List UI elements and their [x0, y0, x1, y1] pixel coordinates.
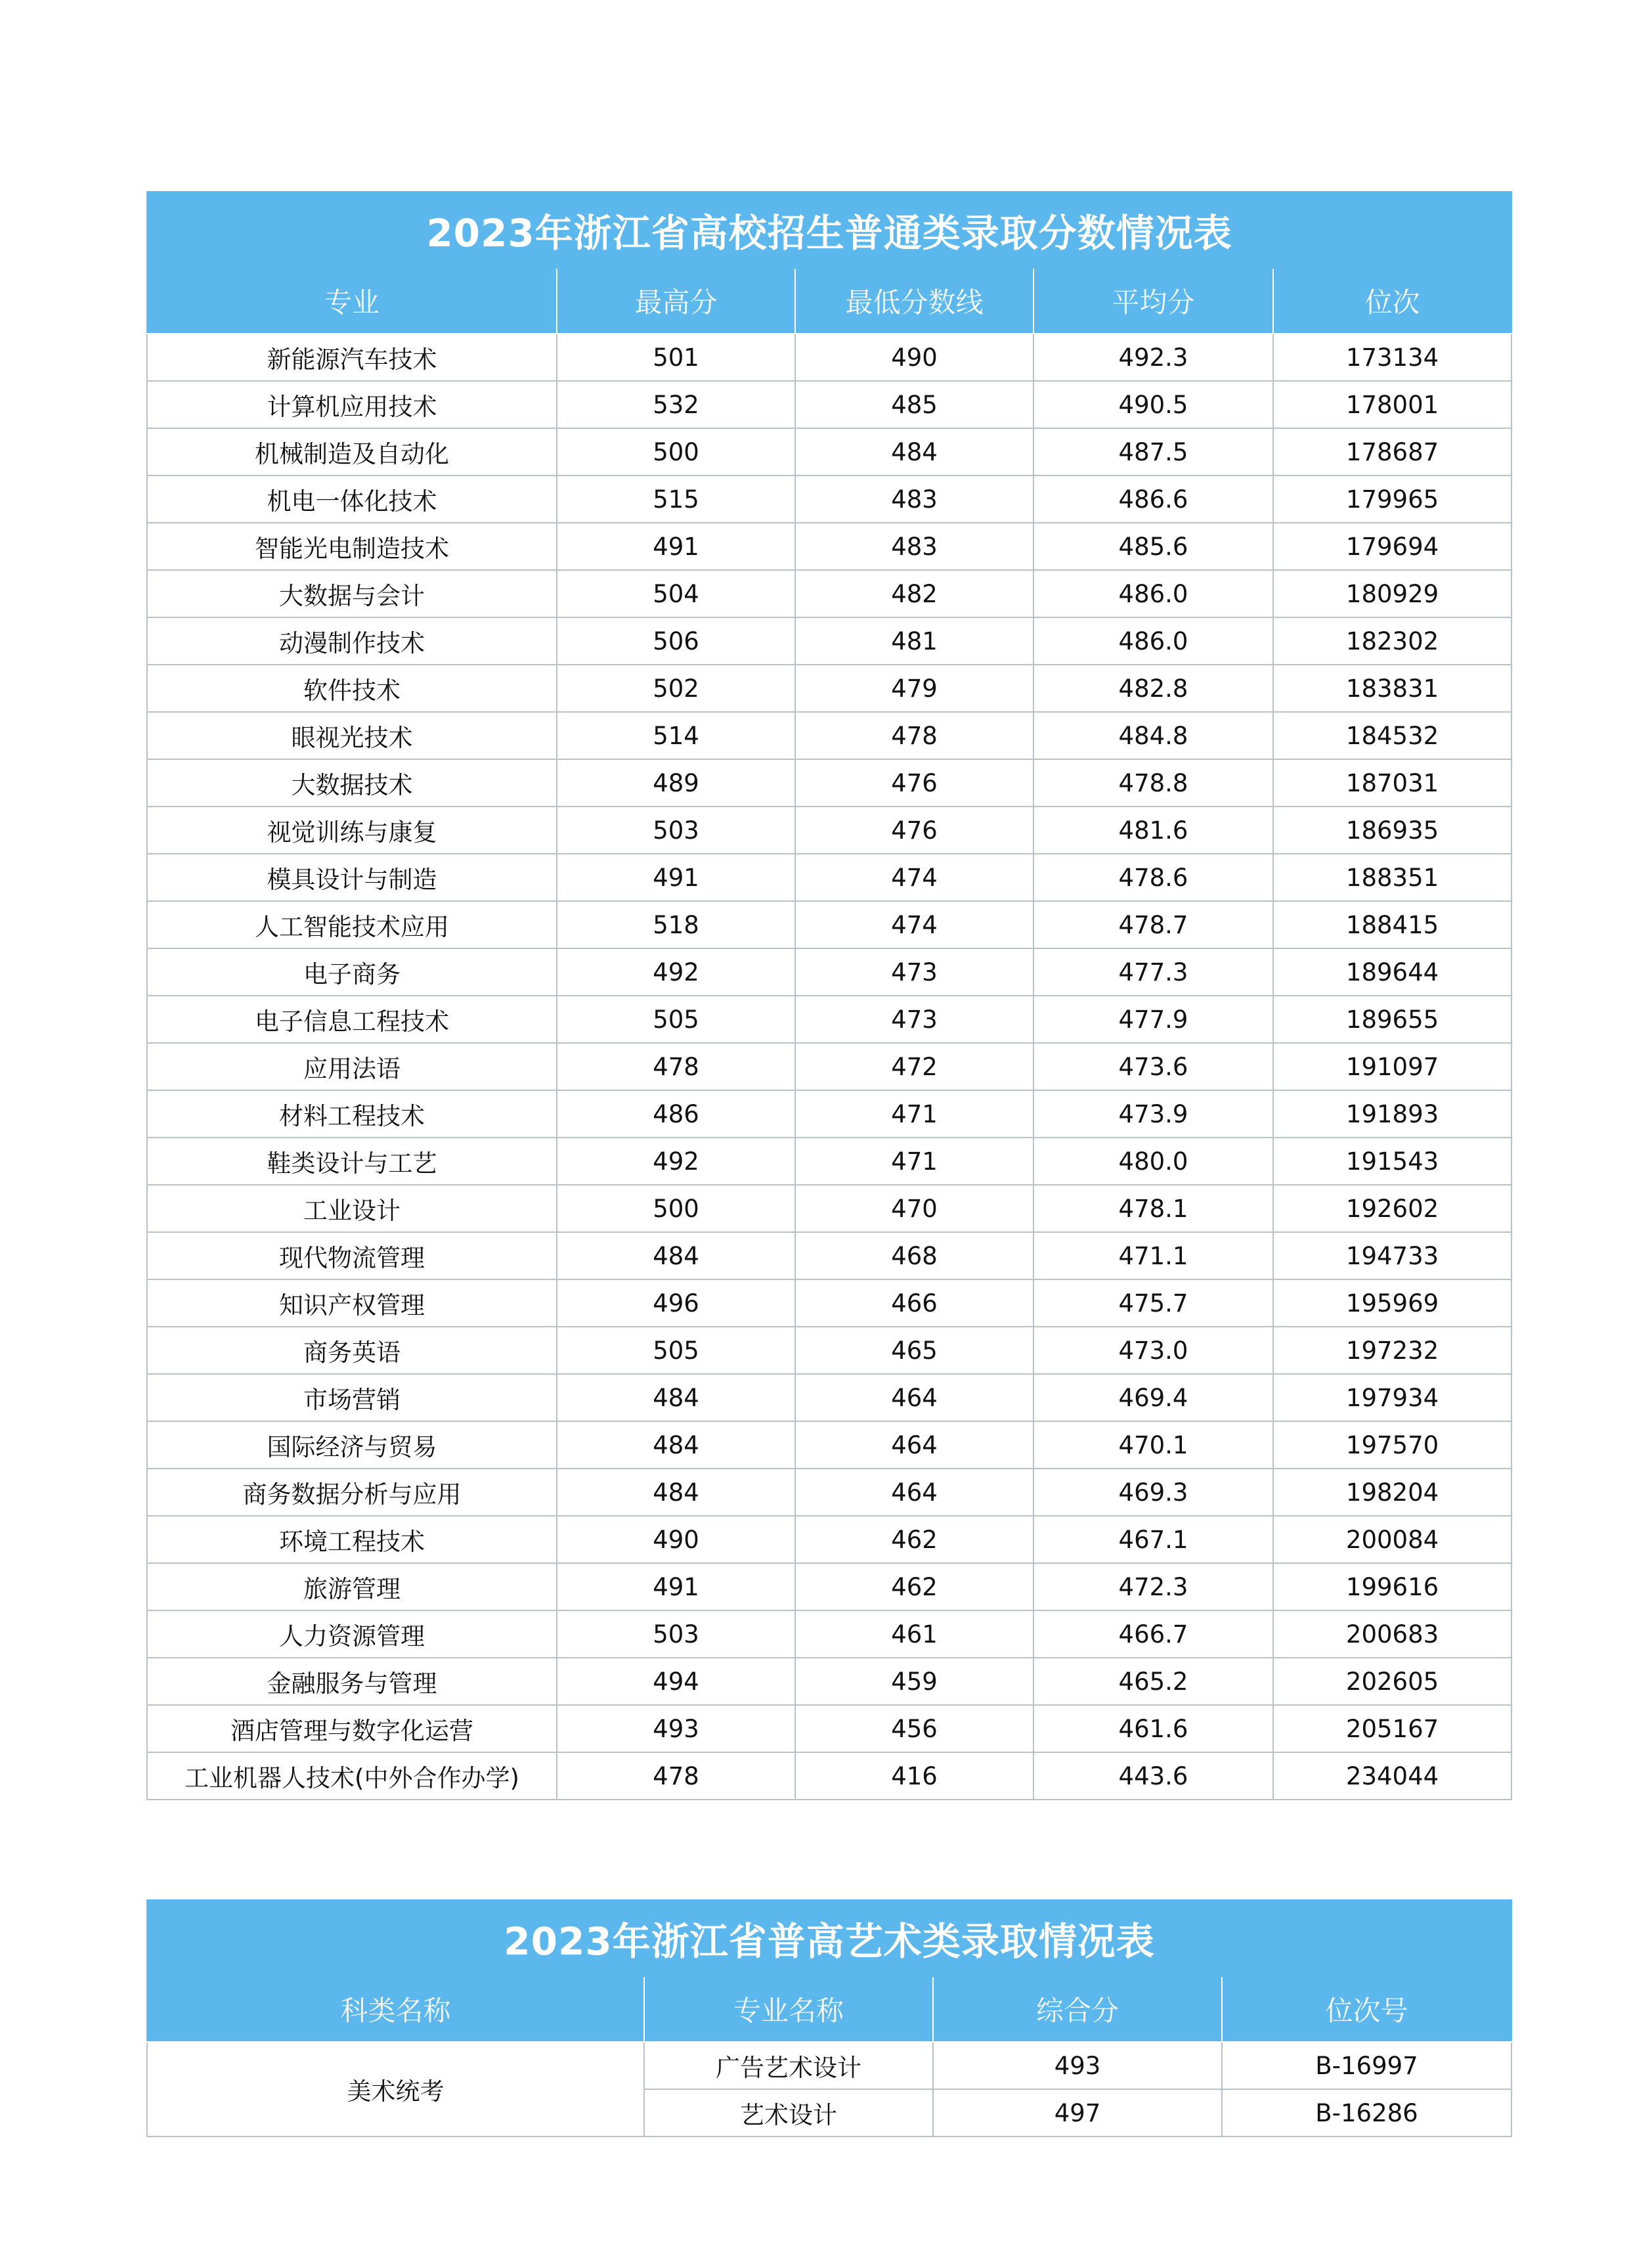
- min-score-cell: 483: [795, 476, 1033, 523]
- max-score-cell: 484: [557, 1232, 795, 1279]
- avg-score-cell: 478.8: [1033, 759, 1273, 807]
- avg-score-cell: 473.9: [1033, 1090, 1273, 1138]
- max-score-cell: 491: [557, 523, 795, 570]
- max-score-cell: 494: [557, 1658, 795, 1705]
- min-score-cell: 466: [795, 1279, 1033, 1327]
- major-cell: 大数据技术: [147, 759, 557, 807]
- avg-score-cell: 472.3: [1033, 1563, 1273, 1610]
- table-row: [147, 1279, 1511, 1327]
- major-cell: 环境工程技术: [147, 1516, 557, 1563]
- rank-cell: 191097: [1273, 1043, 1511, 1090]
- table-row: [147, 901, 1511, 948]
- header-max-score: 最高分: [557, 268, 795, 334]
- min-score-cell: 462: [795, 1563, 1033, 1610]
- max-score-cell: 502: [557, 665, 795, 712]
- max-score-cell: 486: [557, 1090, 795, 1138]
- rank-number-cell: B-16286: [1222, 2089, 1511, 2136]
- table-row: [147, 665, 1511, 712]
- rank-cell: 195969: [1273, 1279, 1511, 1327]
- min-score-cell: 483: [795, 523, 1033, 570]
- rank-cell: 188351: [1273, 854, 1511, 901]
- rank-cell: 200683: [1273, 1610, 1511, 1658]
- major-cell: 旅游管理: [147, 1563, 557, 1610]
- major-cell: 人工智能技术应用: [147, 901, 557, 948]
- min-score-cell: 474: [795, 901, 1033, 948]
- rank-cell: 179694: [1273, 523, 1511, 570]
- min-score-cell: 470: [795, 1185, 1033, 1232]
- max-score-cell: 506: [557, 617, 795, 665]
- min-score-cell: 473: [795, 996, 1033, 1043]
- min-score-cell: 484: [795, 428, 1033, 476]
- table-row: [147, 1138, 1511, 1185]
- max-score-cell: 484: [557, 1469, 795, 1516]
- rank-cell: 191543: [1273, 1138, 1511, 1185]
- min-score-cell: 482: [795, 570, 1033, 617]
- table-row: [147, 1658, 1511, 1705]
- major-cell: 人力资源管理: [147, 1610, 557, 1658]
- major-cell: 机电一体化技术: [147, 476, 557, 523]
- major-cell: 商务英语: [147, 1327, 557, 1374]
- major-cell: 模具设计与制造: [147, 854, 557, 901]
- min-score-cell: 478: [795, 712, 1033, 759]
- min-score-cell: 473: [795, 948, 1033, 996]
- max-score-cell: 501: [557, 334, 795, 381]
- max-score-cell: 505: [557, 996, 795, 1043]
- major-cell: 国际经济与贸易: [147, 1421, 557, 1469]
- table-row: [147, 617, 1511, 665]
- table-row: [147, 1752, 1511, 1800]
- major-cell: 工业机器人技术(中外合作办学): [147, 1752, 557, 1800]
- max-score-cell: 500: [557, 428, 795, 476]
- avg-score-cell: 466.7: [1033, 1610, 1273, 1658]
- major-cell: 视觉训练与康复: [147, 807, 557, 854]
- max-score-cell: 491: [557, 854, 795, 901]
- table-row: [147, 948, 1511, 996]
- table-row: [147, 1374, 1511, 1421]
- table-row: [147, 807, 1511, 854]
- max-score-cell: 500: [557, 1185, 795, 1232]
- table-row: [147, 759, 1511, 807]
- max-score-cell: 532: [557, 381, 795, 428]
- major-cell: 新能源汽车技术: [147, 334, 557, 381]
- major-cell: 鞋类设计与工艺: [147, 1138, 557, 1185]
- avg-score-cell: 477.3: [1033, 948, 1273, 996]
- min-score-cell: 485: [795, 381, 1033, 428]
- major-cell: 电子信息工程技术: [147, 996, 557, 1043]
- min-score-cell: 464: [795, 1421, 1033, 1469]
- table-row: [147, 996, 1511, 1043]
- header-avg-score: 平均分: [1033, 268, 1273, 334]
- rank-cell: 192602: [1273, 1185, 1511, 1232]
- avg-score-cell: 469.3: [1033, 1469, 1273, 1516]
- avg-score-cell: 470.1: [1033, 1421, 1273, 1469]
- rank-cell: 187031: [1273, 759, 1511, 807]
- category-cell: 美术统考: [147, 2042, 644, 2136]
- table-row: [147, 381, 1511, 428]
- min-score-cell: 462: [795, 1516, 1033, 1563]
- avg-score-cell: 486.0: [1033, 617, 1273, 665]
- min-score-cell: 476: [795, 759, 1033, 807]
- max-score-cell: 492: [557, 948, 795, 996]
- major-cell: 动漫制作技术: [147, 617, 557, 665]
- avg-score-cell: 482.8: [1033, 665, 1273, 712]
- avg-score-cell: 478.7: [1033, 901, 1273, 948]
- general-table-title: 2023年浙江省高校招生普通类录取分数情况表: [147, 192, 1511, 268]
- table-row: [147, 1327, 1511, 1374]
- art-table-title: 2023年浙江省普高艺术类录取情况表: [147, 1900, 1511, 1976]
- avg-score-cell: 473.6: [1033, 1043, 1273, 1090]
- rank-cell: 197934: [1273, 1374, 1511, 1421]
- table-row: [147, 570, 1511, 617]
- header-major: 专业: [147, 268, 557, 334]
- rank-cell: 180929: [1273, 570, 1511, 617]
- major-cell: 应用法语: [147, 1043, 557, 1090]
- avg-score-cell: 469.4: [1033, 1374, 1273, 1421]
- min-score-cell: 416: [795, 1752, 1033, 1800]
- rank-cell: 178687: [1273, 428, 1511, 476]
- art-admission-table: [146, 1899, 1512, 2137]
- rank-cell: 197570: [1273, 1421, 1511, 1469]
- header-rank-number: 位次号: [1222, 1976, 1511, 2042]
- major-cell: 电子商务: [147, 948, 557, 996]
- min-score-cell: 464: [795, 1469, 1033, 1516]
- max-score-cell: 518: [557, 901, 795, 948]
- rank-cell: 191893: [1273, 1090, 1511, 1138]
- table-row: [147, 428, 1511, 476]
- table-row: [147, 1043, 1511, 1090]
- header-min-score: 最低分数线: [795, 268, 1033, 334]
- table-row: [147, 476, 1511, 523]
- header-major-name: 专业名称: [644, 1976, 933, 2042]
- rank-cell: 205167: [1273, 1705, 1511, 1752]
- max-score-cell: 504: [557, 570, 795, 617]
- min-score-cell: 471: [795, 1090, 1033, 1138]
- avg-score-cell: 465.2: [1033, 1658, 1273, 1705]
- max-score-cell: 492: [557, 1138, 795, 1185]
- composite-score-cell: 497: [933, 2089, 1222, 2136]
- min-score-cell: 461: [795, 1610, 1033, 1658]
- major-cell: 商务数据分析与应用: [147, 1469, 557, 1516]
- major-cell: 大数据与会计: [147, 570, 557, 617]
- table-row: [147, 1516, 1511, 1563]
- table-row: [147, 1469, 1511, 1516]
- rank-cell: 199616: [1273, 1563, 1511, 1610]
- major-cell: 工业设计: [147, 1185, 557, 1232]
- rank-cell: 184532: [1273, 712, 1511, 759]
- rank-cell: 200084: [1273, 1516, 1511, 1563]
- rank-cell: 234044: [1273, 1752, 1511, 1800]
- rank-cell: 202605: [1273, 1658, 1511, 1705]
- avg-score-cell: 471.1: [1033, 1232, 1273, 1279]
- rank-cell: 179965: [1273, 476, 1511, 523]
- avg-score-cell: 467.1: [1033, 1516, 1273, 1563]
- max-score-cell: 491: [557, 1563, 795, 1610]
- min-score-cell: 476: [795, 807, 1033, 854]
- avg-score-cell: 473.0: [1033, 1327, 1273, 1374]
- major-cell: 软件技术: [147, 665, 557, 712]
- avg-score-cell: 480.0: [1033, 1138, 1273, 1185]
- major-cell: 知识产权管理: [147, 1279, 557, 1327]
- max-score-cell: 478: [557, 1043, 795, 1090]
- avg-score-cell: 487.5: [1033, 428, 1273, 476]
- avg-score-cell: 443.6: [1033, 1752, 1273, 1800]
- max-score-cell: 484: [557, 1374, 795, 1421]
- avg-score-cell: 461.6: [1033, 1705, 1273, 1752]
- rank-cell: 186935: [1273, 807, 1511, 854]
- table-row: [147, 1185, 1511, 1232]
- major-cell: 材料工程技术: [147, 1090, 557, 1138]
- max-score-cell: 478: [557, 1752, 795, 1800]
- table-row: [147, 1563, 1511, 1610]
- major-cell: 智能光电制造技术: [147, 523, 557, 570]
- rank-cell: 197232: [1273, 1327, 1511, 1374]
- rank-cell: 194733: [1273, 1232, 1511, 1279]
- max-score-cell: 489: [557, 759, 795, 807]
- major-cell: 机械制造及自动化: [147, 428, 557, 476]
- max-score-cell: 505: [557, 1327, 795, 1374]
- table-row: [147, 2042, 1511, 2089]
- max-score-cell: 484: [557, 1421, 795, 1469]
- avg-score-cell: 475.7: [1033, 1279, 1273, 1327]
- min-score-cell: 471: [795, 1138, 1033, 1185]
- avg-score-cell: 490.5: [1033, 381, 1273, 428]
- avg-score-cell: 486.0: [1033, 570, 1273, 617]
- min-score-cell: 481: [795, 617, 1033, 665]
- general-admission-table: [146, 191, 1512, 1800]
- avg-score-cell: 481.6: [1033, 807, 1273, 854]
- avg-score-cell: 486.6: [1033, 476, 1273, 523]
- rank-cell: 188415: [1273, 901, 1511, 948]
- rank-cell: 189655: [1273, 996, 1511, 1043]
- table-row: [147, 334, 1511, 381]
- min-score-cell: 456: [795, 1705, 1033, 1752]
- table-row: [147, 1610, 1511, 1658]
- table-row: [147, 1232, 1511, 1279]
- avg-score-cell: 484.8: [1033, 712, 1273, 759]
- table-row: [147, 1421, 1511, 1469]
- min-score-cell: 479: [795, 665, 1033, 712]
- max-score-cell: 503: [557, 1610, 795, 1658]
- avg-score-cell: 485.6: [1033, 523, 1273, 570]
- min-score-cell: 474: [795, 854, 1033, 901]
- table-row: [147, 1705, 1511, 1752]
- rank-cell: 183831: [1273, 665, 1511, 712]
- major-name-cell: 艺术设计: [644, 2089, 933, 2136]
- max-score-cell: 490: [557, 1516, 795, 1563]
- max-score-cell: 515: [557, 476, 795, 523]
- rank-cell: 182302: [1273, 617, 1511, 665]
- min-score-cell: 465: [795, 1327, 1033, 1374]
- avg-score-cell: 492.3: [1033, 334, 1273, 381]
- min-score-cell: 468: [795, 1232, 1033, 1279]
- major-cell: 酒店管理与数字化运营: [147, 1705, 557, 1752]
- major-cell: 金融服务与管理: [147, 1658, 557, 1705]
- max-score-cell: 503: [557, 807, 795, 854]
- rank-cell: 189644: [1273, 948, 1511, 996]
- header-rank: 位次: [1273, 268, 1511, 334]
- table-row: [147, 854, 1511, 901]
- major-cell: 眼视光技术: [147, 712, 557, 759]
- max-score-cell: 493: [557, 1705, 795, 1752]
- min-score-cell: 464: [795, 1374, 1033, 1421]
- table-row: [147, 523, 1511, 570]
- min-score-cell: 459: [795, 1658, 1033, 1705]
- major-cell: 计算机应用技术: [147, 381, 557, 428]
- avg-score-cell: 478.6: [1033, 854, 1273, 901]
- rank-cell: 178001: [1273, 381, 1511, 428]
- major-name-cell: 广告艺术设计: [644, 2042, 933, 2089]
- header-composite-score: 综合分: [933, 1976, 1222, 2042]
- table-row: [147, 712, 1511, 759]
- rank-number-cell: B-16997: [1222, 2042, 1511, 2089]
- major-cell: 现代物流管理: [147, 1232, 557, 1279]
- header-category: 科类名称: [147, 1976, 644, 2042]
- max-score-cell: 514: [557, 712, 795, 759]
- rank-cell: 173134: [1273, 334, 1511, 381]
- max-score-cell: 496: [557, 1279, 795, 1327]
- table-row: [147, 1090, 1511, 1138]
- min-score-cell: 490: [795, 334, 1033, 381]
- major-cell: 市场营销: [147, 1374, 557, 1421]
- composite-score-cell: 493: [933, 2042, 1222, 2089]
- min-score-cell: 472: [795, 1043, 1033, 1090]
- avg-score-cell: 477.9: [1033, 996, 1273, 1043]
- rank-cell: 198204: [1273, 1469, 1511, 1516]
- avg-score-cell: 478.1: [1033, 1185, 1273, 1232]
